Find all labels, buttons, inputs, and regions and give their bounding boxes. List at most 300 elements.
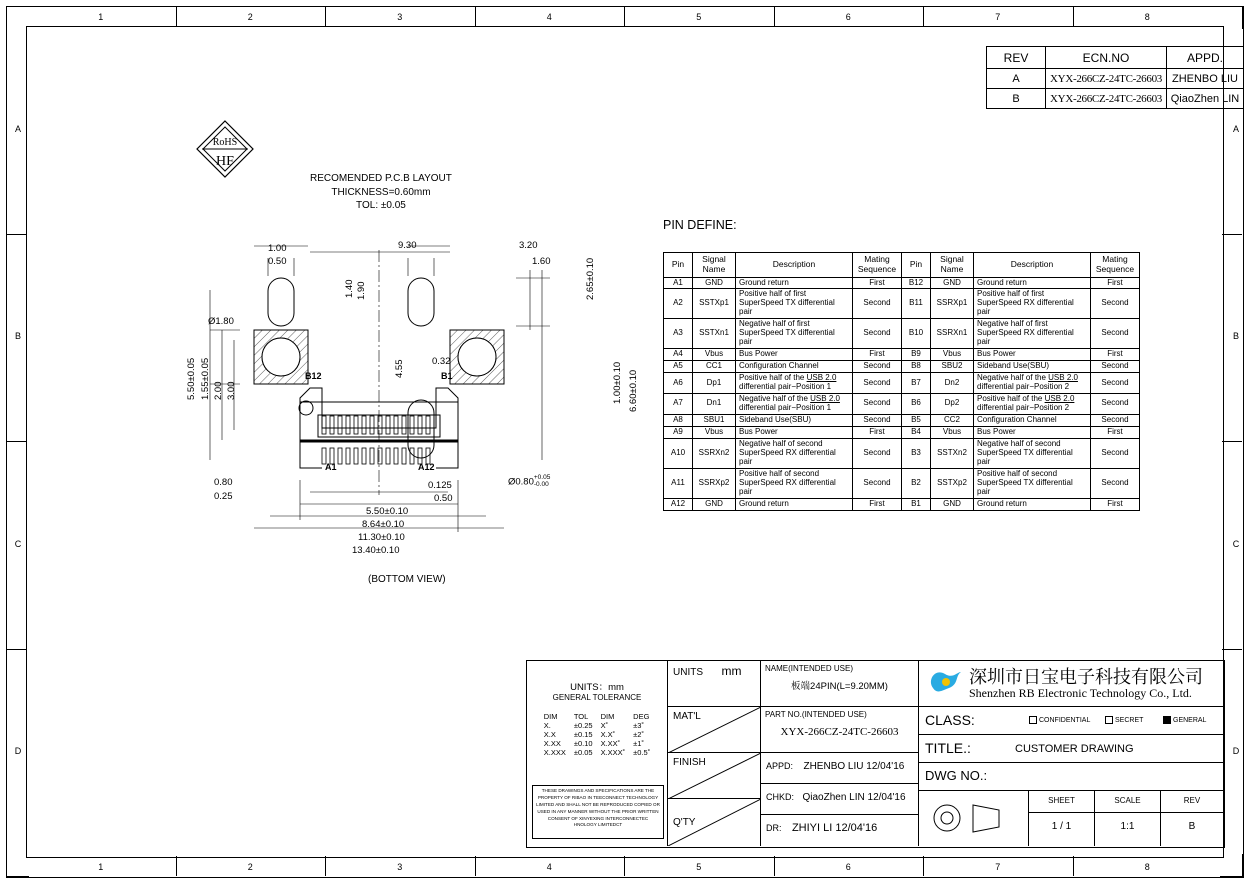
partno-value: XYX-266CZ-24TC-26603 — [780, 726, 899, 738]
title-block — [526, 660, 1225, 848]
tol-r3-c0: X.XXX — [543, 748, 566, 757]
revision-ecn-b: XYX-266CZ-24TC-26603 — [1046, 89, 1167, 109]
qty-label: Q'TY — [673, 817, 696, 828]
mating-right-B8: Second — [1091, 361, 1140, 373]
pin-label-b12: B12 — [305, 371, 322, 381]
rev-value-cell — [1161, 813, 1223, 846]
zone-label-right-C: C — [1232, 538, 1240, 549]
col-desc-left — [736, 253, 853, 278]
class-option-confidential[interactable] — [1029, 716, 1090, 724]
desc-left-A7: Negative half of the USB 2.0 differential pair−Position 1 — [736, 394, 853, 415]
units-value: mm — [721, 664, 742, 678]
pin-left-A5: A5 — [664, 361, 693, 373]
desc-left-A5: Configuration Channel — [736, 361, 853, 373]
dim-13-40: 13.40±0.10 — [352, 545, 400, 556]
mating-left-A12: First — [853, 498, 902, 510]
desc-left-A2: Positive half of first SuperSpeed TX differential pair — [736, 289, 853, 319]
mating-right-B4: First — [1091, 426, 1140, 438]
pin-left-A2: A2 — [664, 289, 693, 319]
corner-mark-bl — [6, 854, 29, 877]
corner-mark-br — [1220, 854, 1243, 877]
table-header-row — [540, 712, 654, 721]
tol-h-tol: TOL — [573, 712, 589, 721]
zone-label-left-A: A — [14, 123, 21, 134]
signal-right-B11: SSRXp1 — [931, 289, 974, 319]
col-signal-right — [931, 253, 974, 278]
zone-tick-top — [475, 6, 476, 26]
signal-right-B6: Dp2 — [931, 394, 974, 415]
zone-label-right-B: B — [1232, 331, 1239, 342]
mating-right-B12: First — [1091, 277, 1140, 289]
pcb-note-line3: TOL: ±0.05 — [356, 200, 406, 211]
desc-left-A1: Ground return — [736, 277, 853, 289]
pin-right-B1: B1 — [902, 498, 931, 510]
col-signal-right-l2: Name — [940, 263, 964, 274]
signal-right-B10: SSRXn1 — [931, 319, 974, 349]
pin-right-B5: B5 — [902, 414, 931, 426]
dim-8-64: 8.64±0.10 — [362, 519, 405, 530]
matl-label: MAT'L — [673, 711, 701, 722]
pin-label-a1: A1 — [325, 462, 337, 472]
signal-left-A10: SSRXn2 — [693, 438, 736, 468]
desc-right-B1: Ground return — [974, 498, 1091, 510]
signal-right-B12: GND — [931, 277, 974, 289]
title-row — [919, 735, 1223, 763]
dim-1-00: 1.00 — [268, 243, 287, 254]
col-desc-left-l1: Description — [772, 258, 816, 269]
table-row — [664, 349, 1140, 361]
finish-row — [668, 753, 761, 799]
dim-1-60: 1.60 — [532, 256, 551, 267]
zone-label-bottom-7: 7 — [995, 862, 1001, 872]
desc-right-B12: Ground return — [974, 277, 1091, 289]
zone-tick-left — [6, 649, 26, 650]
svg-text:RoHS: RoHS — [212, 137, 238, 148]
revision-appd-a: ZHENBO LIU — [1167, 69, 1244, 89]
class-row — [919, 707, 1223, 735]
pcb-note-line1: RECOMENDED P.C.B LAYOUT — [310, 173, 452, 184]
company-banner — [919, 661, 1223, 707]
zone-label-top-6: 6 — [845, 12, 851, 22]
col-pin-right — [902, 253, 931, 278]
dim-0-80: 0.80 — [214, 477, 233, 488]
desc-left-A4: Bus Power — [736, 349, 853, 361]
zone-label-top-1: 1 — [98, 12, 104, 22]
dim-5-50-010: 5.50±0.10 — [366, 506, 409, 517]
zone-label-bottom-6: 6 — [845, 862, 851, 872]
zone-tick-bottom — [923, 856, 924, 876]
zone-tick-left — [6, 234, 26, 235]
dim-0-50: 0.50 — [268, 256, 287, 267]
units-label: UNITS — [673, 667, 703, 678]
col-mating-right-l2: Sequence — [1095, 263, 1135, 274]
zone-label-top-7: 7 — [995, 12, 1001, 22]
class-option-secret-label: SECRET — [1115, 716, 1144, 724]
table-row — [664, 438, 1140, 468]
tol-r1-c1: ±0.15 — [573, 730, 593, 739]
mating-left-A8: Second — [853, 414, 902, 426]
zone-tick-bottom — [774, 856, 775, 876]
col-signal-left-l2: Name — [702, 263, 726, 274]
dim-1-00-010: 1.00±0.10 — [612, 361, 623, 404]
tol-r2-c2: X.XX˚ — [600, 739, 621, 748]
dr-label: DR: — [766, 823, 782, 833]
signal-right-B7: Dn2 — [931, 373, 974, 394]
company-name-cn: 深圳市日宝电子科技有限公司 — [969, 667, 1203, 687]
pin-right-B12: B12 — [902, 277, 931, 289]
table-row — [540, 730, 654, 739]
desc-left-A9: Bus Power — [736, 426, 853, 438]
revision-header-ecn: ECN.NO — [1046, 47, 1167, 69]
pin-right-B8: B8 — [902, 361, 931, 373]
pin-right-B10: B10 — [902, 319, 931, 349]
tol-r1-c0: X.X — [543, 730, 556, 739]
desc-left-A3: Negative half of first SuperSpeed TX differential pair — [736, 319, 853, 349]
mating-right-B2: Second — [1091, 468, 1140, 498]
rev-header — [1161, 791, 1223, 813]
pin-left-A12: A12 — [664, 498, 693, 510]
col-mating-right — [1091, 253, 1140, 278]
signal-right-B4: Vbus — [931, 426, 974, 438]
dim-phi-0-80 — [508, 475, 550, 489]
zone-label-bottom-5: 5 — [696, 862, 702, 872]
tol-h-dim: DIM — [543, 712, 558, 721]
first-angle-projection-icon — [929, 799, 1019, 837]
signal-right-B1: GND — [931, 498, 974, 510]
company-logo-icon — [925, 666, 965, 702]
tol-r1-c3: ±2˚ — [633, 730, 644, 739]
table-header-row — [664, 253, 1140, 278]
desc-right-B2: Positive half of second SuperSpeed TX differential pair — [974, 468, 1091, 498]
pin-right-B4: B4 — [902, 426, 931, 438]
pin-left-A10: A10 — [664, 438, 693, 468]
name-intended-use — [761, 661, 919, 707]
chkd-value: QiaoZhen LIN 12/04'16 — [802, 792, 906, 803]
appd-label: APPD: — [766, 761, 794, 771]
signal-right-B8: SBU2 — [931, 361, 974, 373]
table-row — [664, 394, 1140, 415]
zone-label-bottom-1: 1 — [98, 862, 104, 872]
desc-right-B9: Bus Power — [974, 349, 1091, 361]
tol-r2-c0: X.XX — [543, 739, 561, 748]
col-signal-left-l1: Signal — [702, 254, 726, 264]
table-row — [664, 289, 1140, 319]
dim-0-25: 0.25 — [214, 491, 233, 502]
dim-3-20: 3.20 — [519, 240, 538, 251]
tol-h-deg: DEG — [633, 712, 650, 721]
col-signal-left — [693, 253, 736, 278]
zone-tick-bottom — [624, 856, 625, 876]
desc-left-A12: Ground return — [736, 498, 853, 510]
revision-ecn-a: XYX-266CZ-24TC-26603 — [1046, 69, 1167, 89]
table-row — [664, 361, 1140, 373]
zone-label-top-2: 2 — [247, 12, 253, 22]
zone-tick-top — [325, 6, 326, 26]
zone-tick-bottom — [176, 856, 177, 876]
dim-0-50-b: 0.50 — [434, 493, 453, 504]
zone-tick-left — [6, 441, 26, 442]
table-row — [540, 721, 654, 730]
scale-value-cell — [1095, 813, 1161, 846]
signal-left-A6: Dp1 — [693, 373, 736, 394]
mating-right-B6: Second — [1091, 394, 1140, 415]
zone-tick-right — [1222, 649, 1242, 650]
pin-left-A11: A11 — [664, 468, 693, 498]
zone-label-top-3: 3 — [397, 12, 403, 22]
signal-right-B9: Vbus — [931, 349, 974, 361]
tol-r3-c3: ±0.5˚ — [633, 748, 651, 757]
mating-left-A9: First — [853, 426, 902, 438]
table-row — [664, 319, 1140, 349]
table-row — [987, 89, 1244, 109]
mating-right-B7: Second — [1091, 373, 1140, 394]
signal-left-A4: Vbus — [693, 349, 736, 361]
zone-label-top-5: 5 — [696, 12, 702, 22]
desc-right-B11: Positive half of first SuperSpeed RX differential pair — [974, 289, 1091, 319]
dim-phi-0-80-value: Ø0.80 — [508, 476, 534, 488]
zone-label-bottom-4: 4 — [546, 862, 552, 872]
sheet-header — [1029, 791, 1095, 813]
tol-r3-c1: ±0.05 — [573, 748, 593, 757]
pin-left-A4: A4 — [664, 349, 693, 361]
dim-1-40: 1.40 — [344, 279, 355, 298]
col-pin-right-l1: Pin — [909, 258, 923, 269]
signal-left-A7: Dn1 — [693, 394, 736, 415]
tol-r3-c2: X.XXX˚ — [600, 748, 626, 757]
zone-tick-top — [1073, 6, 1074, 26]
dim-0-125: 0.125 — [428, 480, 452, 491]
zone-label-top-4: 4 — [546, 12, 552, 22]
dim-phi-1-80: Ø1.80 — [208, 316, 234, 327]
name-value: 板端24PIN(L=9.20MM) — [791, 681, 888, 692]
signal-left-A1: GND — [693, 277, 736, 289]
projection-symbol-cell — [919, 791, 1029, 846]
zone-label-bottom-2: 2 — [247, 862, 253, 872]
pin-left-A3: A3 — [664, 319, 693, 349]
dim-9-30: 9.30 — [398, 240, 417, 251]
desc-left-A10: Negative half of second SuperSpeed RX differential pair — [736, 438, 853, 468]
zone-label-top-8: 8 — [1144, 12, 1150, 22]
class-label: CLASS: — [925, 712, 975, 728]
desc-left-A11: Positive half of second SuperSpeed RX differential pair — [736, 468, 853, 498]
tol-r2-c3: ±1˚ — [633, 739, 644, 748]
pin-label-b1: B1 — [441, 371, 453, 381]
table-row — [664, 426, 1140, 438]
class-option-general-label: GENERAL — [1173, 716, 1207, 724]
mating-right-B10: Second — [1091, 319, 1140, 349]
signal-right-B2: SSTXp2 — [931, 468, 974, 498]
dim-phi-0-80-tol-lower: -0.00 — [533, 480, 549, 488]
part-no-intended-use — [761, 707, 919, 753]
class-option-general[interactable] — [1163, 716, 1206, 724]
partno-label: PART NO.(INTENDED USE) — [765, 710, 867, 719]
pin-left-A9: A9 — [664, 426, 693, 438]
appd-value: ZHENBO LIU 12/04'16 — [803, 761, 905, 772]
tol-r0-c3: ±3˚ — [633, 721, 644, 730]
desc-right-B3: Negative half of second SuperSpeed TX differential pair — [974, 438, 1091, 468]
title-label: TITLE.: — [925, 740, 971, 756]
mating-right-B9: First — [1091, 349, 1140, 361]
dim-11-30: 11.30±0.10 — [358, 532, 405, 543]
dwgno-row — [919, 763, 1223, 791]
desc-left-A6: Positive half of the USB 2.0 differential pair−Position 1 — [736, 373, 853, 394]
zone-label-left-D: D — [14, 746, 22, 757]
pin-right-B9: B9 — [902, 349, 931, 361]
signal-left-A12: GND — [693, 498, 736, 510]
zone-tick-top — [774, 6, 775, 26]
signal-left-A9: Vbus — [693, 426, 736, 438]
desc-right-B5: Configuration Channel — [974, 414, 1091, 426]
scale-header — [1095, 791, 1161, 813]
revision-appd-b: QiaoZhen LIN — [1167, 89, 1244, 109]
desc-right-B7: Negative half of the USB 2.0 differential pair−Position 2 — [974, 373, 1091, 394]
dim-0-32: 0.32 — [432, 356, 451, 367]
table-row — [540, 739, 654, 748]
col-mating-left — [853, 253, 902, 278]
col-pin-left-l1: Pin — [671, 258, 685, 269]
table-row — [664, 414, 1140, 426]
pin-right-B2: B2 — [902, 468, 931, 498]
pin-right-B7: B7 — [902, 373, 931, 394]
corner-mark-tl — [6, 6, 29, 29]
pin-label-a12: A12 — [418, 462, 435, 472]
col-signal-right-l1: Signal — [940, 254, 964, 264]
dr-row — [761, 815, 919, 846]
rev-value: B — [1188, 821, 1196, 832]
tol-r1-c2: X.X˚ — [600, 730, 616, 739]
revision-rev-b: B — [987, 89, 1046, 109]
pin-define-table — [663, 252, 1140, 511]
mating-left-A5: Second — [853, 361, 902, 373]
col-desc-right — [974, 253, 1091, 278]
desc-left-A8: Sideband Use(SBU) — [736, 414, 853, 426]
dim-2-65: 2.65±0.10 — [585, 257, 596, 300]
desc-right-B8: Sideband Use(SBU) — [974, 361, 1091, 373]
tol-r0-c2: X˚ — [600, 721, 609, 730]
table-row — [540, 748, 654, 757]
general-tolerance-label: GENERAL TOLERANCE — [552, 693, 642, 702]
zone-tick-top — [176, 6, 177, 26]
dr-value: ZHIYI LI 12/04'16 — [791, 822, 878, 834]
mating-left-A3: Second — [853, 319, 902, 349]
desc-right-B10: Negative half of first SuperSpeed RX differential pair — [974, 319, 1091, 349]
dim-1-90: 1.90 — [356, 281, 367, 300]
dim-phi-0-80-tol-upper: +0.05 — [533, 474, 551, 481]
pcb-note-line2: THICKNESS=0.60mm — [331, 186, 431, 198]
revision-header-rev: REV — [987, 47, 1046, 69]
mating-left-A2: Second — [853, 289, 902, 319]
pin-right-B3: B3 — [902, 438, 931, 468]
appd-row — [761, 753, 919, 784]
zone-label-right-D: D — [1232, 746, 1240, 757]
table-row — [664, 373, 1140, 394]
mating-right-B3: Second — [1091, 438, 1140, 468]
class-option-secret[interactable] — [1105, 716, 1143, 724]
units-mm-header: UNITS：mm — [570, 682, 624, 693]
table-row — [664, 498, 1140, 510]
pin-right-B11: B11 — [902, 289, 931, 319]
signal-left-A11: SSRXp2 — [693, 468, 736, 498]
signal-right-B3: SSTXn2 — [931, 438, 974, 468]
pcb-layout-note — [310, 172, 452, 213]
mating-left-A6: Second — [853, 373, 902, 394]
units-row — [668, 661, 761, 707]
rev-label: REV — [1183, 796, 1201, 805]
dim-6-60: 6.60±0.10 — [628, 369, 639, 412]
revision-table — [986, 46, 1244, 109]
col-mating-right-l1: Mating — [1102, 254, 1128, 264]
zone-label-bottom-3: 3 — [397, 862, 403, 872]
zone-tick-right — [1222, 234, 1242, 235]
signal-left-A5: CC1 — [693, 361, 736, 373]
dim-1-55-005: 1.55±0.05 — [200, 357, 211, 400]
mating-left-A1: First — [853, 277, 902, 289]
pin-left-A1: A1 — [664, 277, 693, 289]
dim-4-55: 4.55 — [394, 359, 405, 378]
tolerance-table — [540, 712, 654, 757]
tol-r0-c0: X. — [543, 721, 551, 730]
title-value: CUSTOMER DRAWING — [1015, 743, 1134, 755]
zone-tick-top — [624, 6, 625, 26]
mating-left-A7: Second — [853, 394, 902, 415]
signal-left-A2: SSTXp1 — [693, 289, 736, 319]
corner-mark-tr — [1220, 6, 1243, 29]
mating-right-B1: First — [1091, 498, 1140, 510]
dim-5-50-005: 5.50±0.05 — [186, 357, 197, 400]
view-label: (BOTTOM VIEW) — [368, 574, 446, 585]
zone-label-left-B: B — [14, 331, 21, 342]
scale-value: 1:1 — [1120, 821, 1135, 832]
class-option-confidential-label: CONFIDENTIAL — [1039, 716, 1091, 724]
zone-tick-top — [923, 6, 924, 26]
zone-tick-bottom — [325, 856, 326, 876]
pin-left-A8: A8 — [664, 414, 693, 426]
name-label: NAME(INTENDED USE) — [765, 664, 854, 673]
pin-left-A6: A6 — [664, 373, 693, 394]
col-mating-left-l2: Sequence — [857, 263, 897, 274]
zone-tick-bottom — [475, 856, 476, 876]
mating-right-B5: Second — [1091, 414, 1140, 426]
rohs-hf-symbol — [196, 120, 254, 178]
dwgno-label: DWG NO.: — [925, 768, 988, 783]
mating-right-B11: Second — [1091, 289, 1140, 319]
matl-row — [668, 707, 761, 753]
zone-label-right-A: A — [1232, 123, 1239, 134]
zone-label-bottom-8: 8 — [1144, 862, 1150, 872]
tolerance-panel — [527, 661, 668, 846]
table-row — [664, 468, 1140, 498]
finish-label: FINISH — [673, 757, 706, 768]
col-pin-left — [664, 253, 693, 278]
zone-tick-right — [1222, 441, 1242, 442]
mating-left-A11: Second — [853, 468, 902, 498]
sheet-value-cell — [1029, 813, 1095, 846]
revision-header-appd: APPD. — [1167, 47, 1244, 69]
scale-label: SCALE — [1114, 796, 1141, 805]
signal-left-A8: SBU1 — [693, 414, 736, 426]
zone-label-left-C: C — [14, 538, 22, 549]
qty-row — [668, 799, 761, 846]
mating-left-A4: First — [853, 349, 902, 361]
sheet-label: SHEET — [1048, 796, 1075, 805]
pin-left-A7: A7 — [664, 394, 693, 415]
pin-right-B6: B6 — [902, 394, 931, 415]
dim-2-00: 2.00 — [213, 381, 224, 400]
legal-disclaimer: THESE DRAWINGS AND SPECIFICATIONS ARE THE PROPERTY OF RIBAO IN TEECONNECT TECHNOLOGY LIMITED AND SHALL NOT BE REPRODUCED COPIED OR USED IN ANY MANNER WITHOUT THE PRIOR WRITTEN CONSENT OF XINYEXING INTERCONNECTEC HNOLOGY LIMITEDCT — [532, 785, 664, 839]
signal-left-A3: SSTXn1 — [693, 319, 736, 349]
dim-3-00: 3.00 — [226, 381, 237, 400]
mating-left-A10: Second — [853, 438, 902, 468]
